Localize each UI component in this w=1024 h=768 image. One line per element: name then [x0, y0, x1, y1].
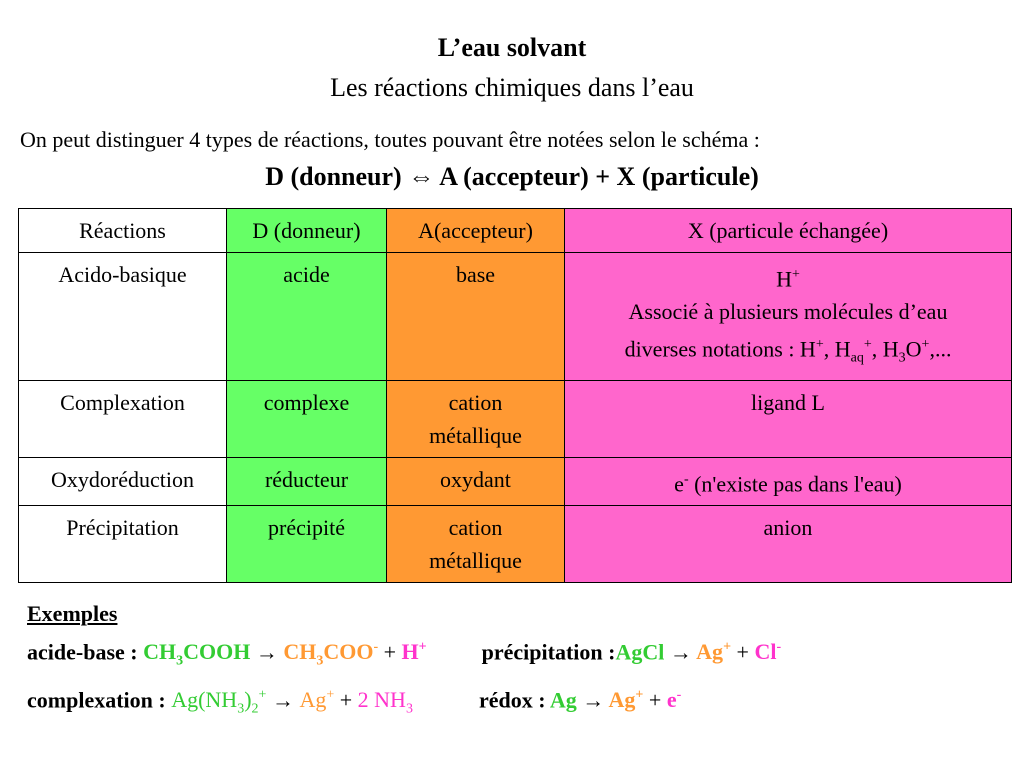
donor-cell: précipité — [227, 506, 387, 583]
acidbase-base: $CH_3COO^-$ — [283, 639, 379, 669]
table-row — [19, 458, 1012, 506]
complex-reactant: $Ag(NH_3)_2^+$ — [171, 687, 267, 717]
example-line-2 — [27, 679, 781, 727]
redox-electron: e- — [666, 687, 682, 713]
reactions-table — [18, 208, 1012, 583]
particle-cell: ligand L — [565, 381, 1012, 458]
acidbase-reactant: $CH_3COOH$ — [143, 639, 251, 669]
intro-text: On peut distinguer 4 types de réactions, toutes pouvant être notées selon le schéma : — [20, 127, 760, 152]
header-cell-reactions: Réactions — [19, 209, 227, 253]
redox-label: rédox : — [478, 687, 550, 713]
example-line-1 — [27, 631, 781, 679]
header-cell-acceptor: A(accepteur) — [387, 209, 565, 253]
acidbase-label: acide-base : — [27, 639, 144, 665]
reaction-type-cell: Complexation — [19, 381, 227, 458]
redox-reducer: Ag — [549, 687, 577, 713]
plus-sign: + — [383, 639, 397, 665]
precip-label: précipitation : — [481, 639, 616, 665]
acceptor-cell: cation métallique — [387, 506, 565, 583]
table-header-row — [19, 209, 1012, 253]
arrow-icon: → — [255, 639, 278, 665]
particle-cell: anion — [565, 506, 1012, 583]
donor-cell: acide — [227, 253, 387, 381]
precip-solid: AgCl — [615, 639, 665, 665]
complex-cation: Ag+ — [299, 687, 335, 713]
table-row — [19, 506, 1012, 583]
plus-sign: + — [339, 687, 353, 713]
reaction-type-cell: Précipitation — [19, 506, 227, 583]
redox-oxidant: Ag+ — [608, 687, 644, 713]
particle-note: Associé à plusieurs molécules d’eau — [628, 299, 948, 325]
particle-notations: diverses notations : H+, $H_{aq}^+$, $H_3O^+$,... — [624, 336, 952, 367]
particle-cell — [565, 253, 1012, 381]
acceptor-cell: oxydant — [387, 458, 565, 506]
acidbase-proton: H+ — [401, 639, 427, 665]
arrow-icon: → — [271, 687, 294, 713]
page-subtitle: Les réactions chimiques dans l’eau — [330, 73, 694, 102]
arrow-icon: → — [669, 639, 692, 665]
header-cell-donor: D (donneur) — [227, 209, 387, 253]
donor-cell: complexe — [227, 381, 387, 458]
acceptor-cell: base — [387, 253, 565, 381]
arrow-icon: → — [582, 687, 605, 713]
donor-cell: réducteur — [227, 458, 387, 506]
scheme-right: A (accepteur) + X (particule) — [439, 162, 759, 191]
plus-sign: + — [736, 639, 749, 665]
acceptor-cell: cation métallique — [387, 381, 565, 458]
plus-sign: + — [648, 687, 662, 713]
precip-cation: Ag+ — [696, 639, 732, 665]
reaction-type-cell: Oxydoréduction — [19, 458, 227, 506]
table-row — [19, 253, 1012, 381]
particle-cell: e- (n'existe pas dans l'eau) — [565, 458, 1012, 506]
header-cell-particle: X (particule échangée) — [565, 209, 1012, 253]
complex-label: complexation : — [27, 687, 172, 713]
reaction-scheme — [0, 162, 1024, 192]
examples-section — [27, 597, 781, 726]
scheme-left: D (donneur) — [265, 162, 402, 191]
precip-anion: Cl- — [754, 639, 782, 665]
examples-title: Exemples — [27, 601, 118, 626]
particle-main: H+ — [776, 266, 800, 292]
reaction-type-cell: Acido-basique — [19, 253, 227, 381]
table-row — [19, 381, 1012, 458]
page-title: L’eau solvant — [437, 33, 587, 62]
equivalence-arrow-icon: ⇔ — [408, 162, 435, 191]
complex-ligand: 2 $NH_3$ — [357, 687, 413, 717]
